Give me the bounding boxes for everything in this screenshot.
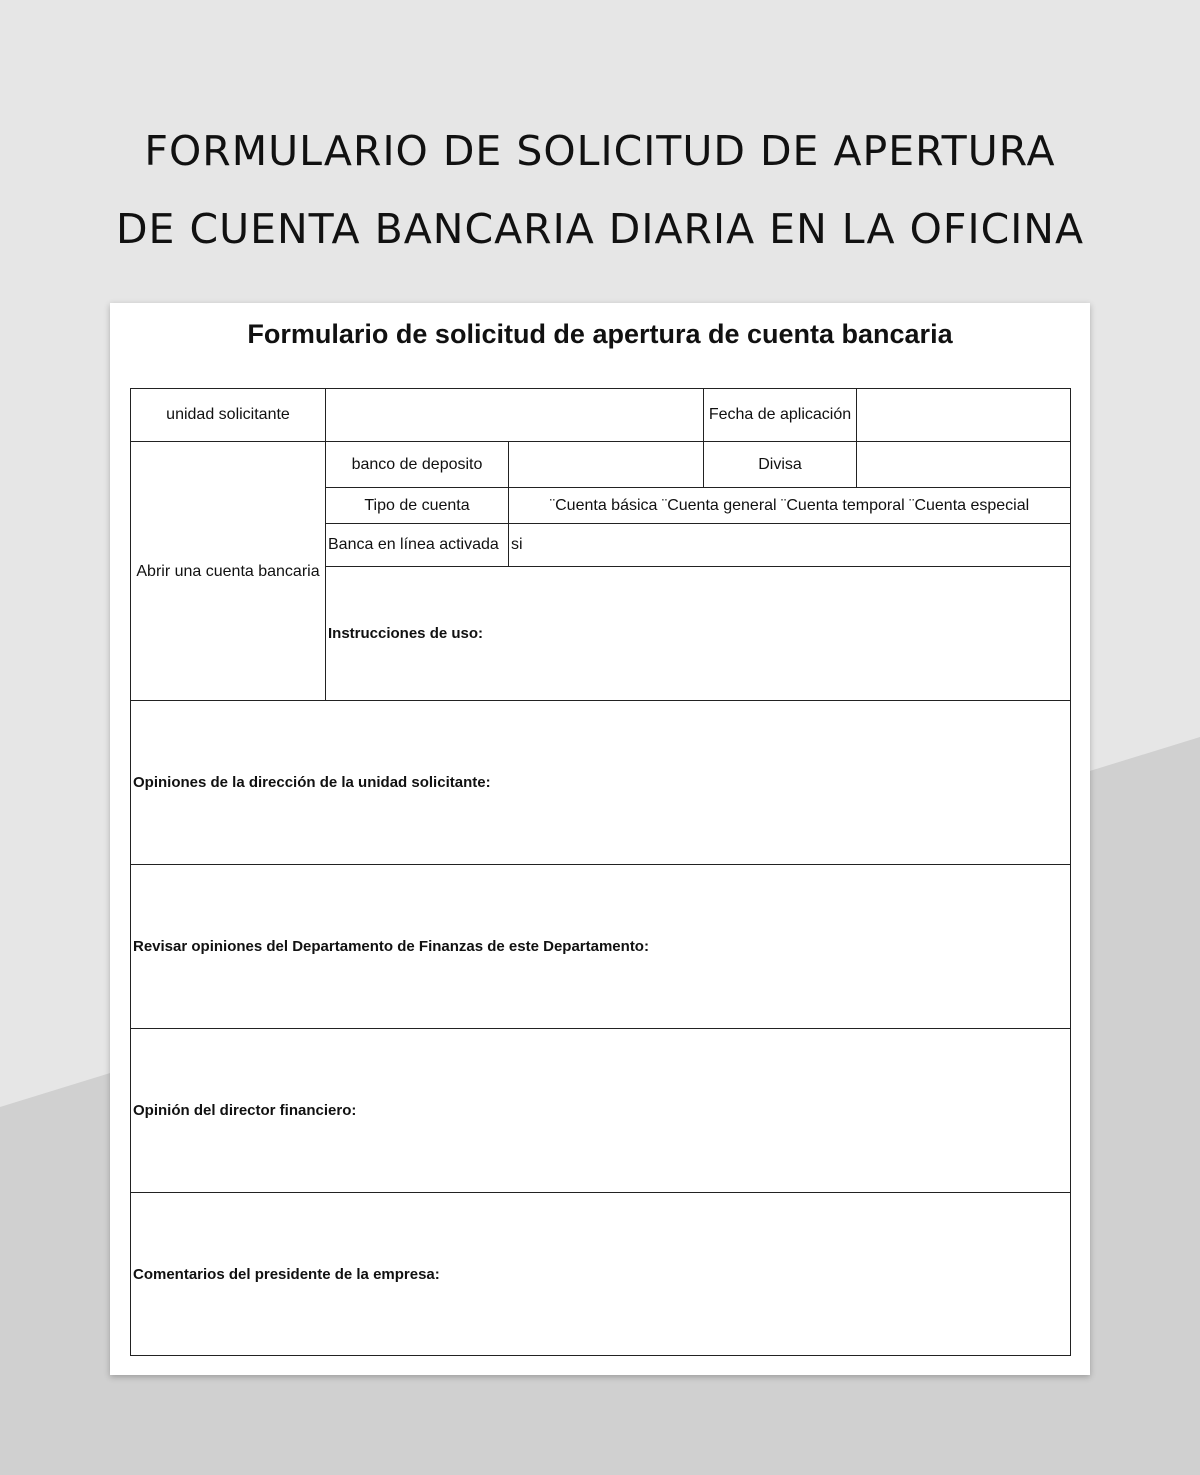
divisa-field[interactable] bbox=[857, 442, 1071, 488]
form-title: Formulario de solicitud de apertura de cuenta bancaria bbox=[247, 319, 953, 349]
abrir-cuenta-label: Abrir una cuenta bancaria bbox=[131, 442, 326, 701]
tipo-cuenta-label: Tipo de cuenta bbox=[326, 488, 509, 524]
form-sheet bbox=[110, 303, 1090, 1375]
presidente-section[interactable]: Comentarios del presidente de la empresa: bbox=[131, 1193, 1071, 1356]
banca-en-linea-field[interactable]: si bbox=[509, 524, 1071, 567]
unidad-field[interactable] bbox=[326, 389, 704, 442]
opiniones-direccion-section[interactable]: Opiniones de la dirección de la unidad solicitante: bbox=[131, 701, 1071, 865]
fecha-field[interactable] bbox=[857, 389, 1071, 442]
instrucciones-section[interactable]: Instrucciones de uso: bbox=[326, 567, 1071, 701]
unidad-label: unidad solicitante bbox=[131, 389, 326, 442]
application-form-table bbox=[130, 388, 1071, 1356]
director-financiero-section[interactable]: Opinión del director financiero: bbox=[131, 1029, 1071, 1193]
banner-title bbox=[0, 112, 1200, 268]
revisar-finanzas-section[interactable]: Revisar opiniones del Departamento de Finanzas de este Departamento: bbox=[131, 865, 1071, 1029]
banco-label: banco de deposito bbox=[326, 442, 509, 488]
banner-title-line-1: FORMULARIO DE SOLICITUD DE APERTURA bbox=[144, 127, 1056, 175]
fecha-label: Fecha de aplicación bbox=[704, 389, 857, 442]
banca-en-linea-label: Banca en línea activada bbox=[326, 524, 509, 567]
banner-title-line-2: DE CUENTA BANCARIA DIARIA EN LA OFICINA bbox=[115, 205, 1085, 253]
divisa-label: Divisa bbox=[704, 442, 857, 488]
tipo-cuenta-options[interactable]: ¨Cuenta básica ¨Cuenta general ¨Cuenta temporal ¨Cuenta especial bbox=[509, 488, 1071, 524]
banco-field[interactable] bbox=[509, 442, 704, 488]
